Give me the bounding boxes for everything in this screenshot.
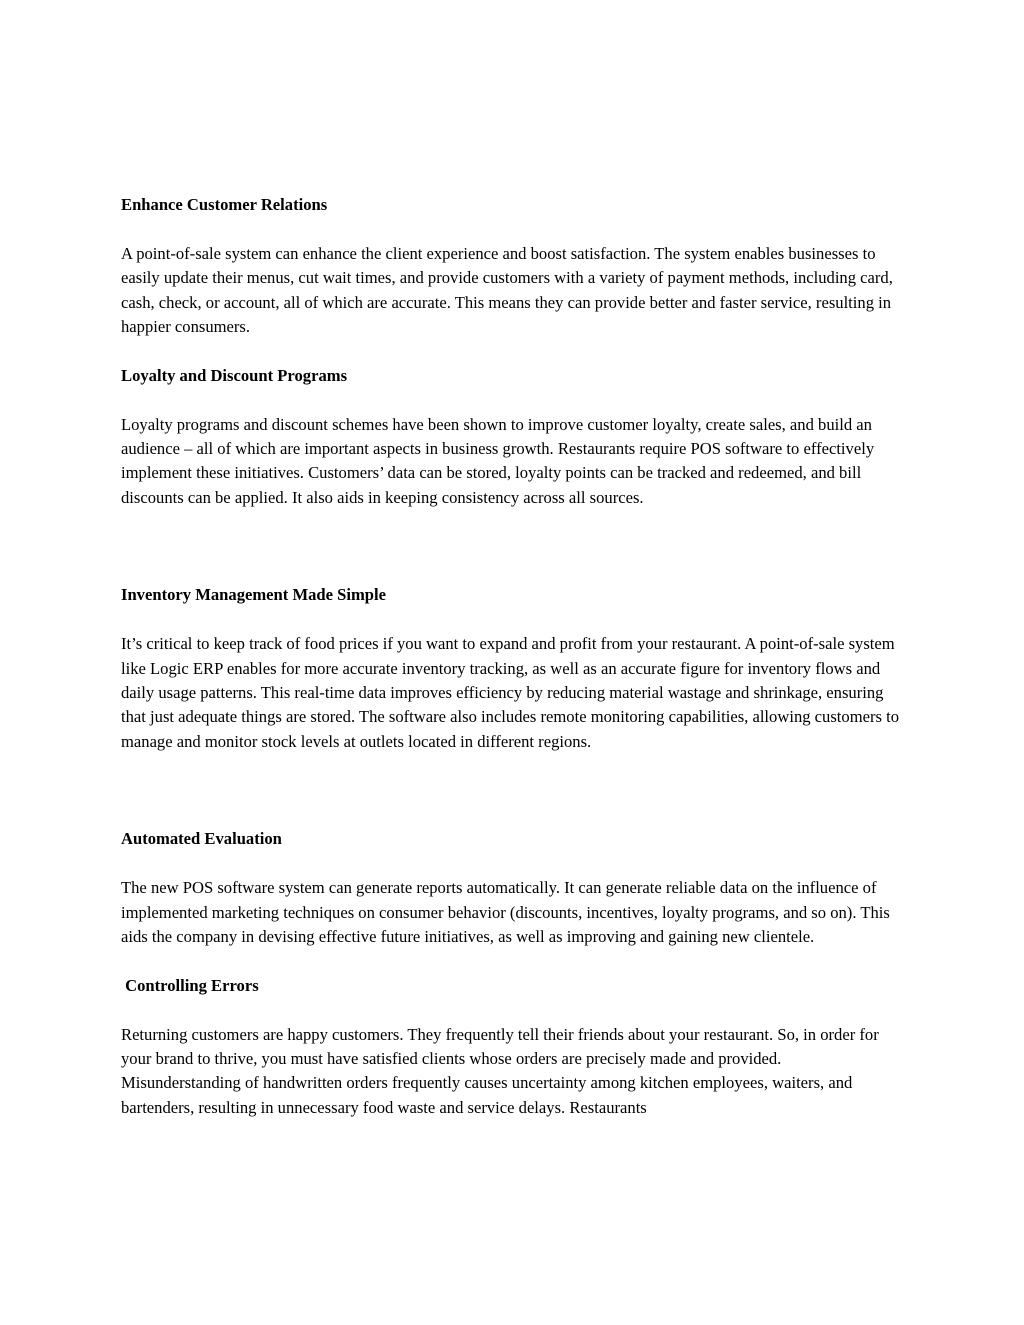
section-heading-customer-relations: Enhance Customer Relations xyxy=(121,195,328,214)
section-heading-loyalty: Loyalty and Discount Programs xyxy=(121,365,348,385)
section-body-automated-evaluation: The new POS software system can generate reports automatically. It can generate reliable data on the influence of implemented marketing techniques on consumer behavior (discounts, incentives, loyalty programs, and so on). This aids the company in devising effective future initiatives, as well as improving and gaining new clientele. xyxy=(121,878,890,947)
section-heading-inventory: Inventory Management Made Simple xyxy=(121,585,387,605)
spacer xyxy=(121,388,901,412)
spacer xyxy=(121,217,901,241)
spacer xyxy=(121,339,901,363)
spacer xyxy=(121,852,901,876)
spacer xyxy=(121,998,901,1022)
section-body-loyalty: Loyalty programs and discount schemes have been shown to improve customer loyalty, create sales, and build an audience – all of which are important aspects in business growth. Restaurants require POS software to effectively implement these initiatives. Customers’ data can be stored, loyalty points can be tracked and redeemed, and bill discounts can be applied. It also aids in keeping consistency across all sources. xyxy=(121,414,875,507)
spacer xyxy=(121,949,901,973)
spacer xyxy=(121,510,901,583)
spacer xyxy=(121,608,901,632)
spacer xyxy=(121,754,901,827)
section-body-customer-relations: A point-of-sale system can enhance the client experience and boost satisfaction. The system enables businesses to easily update their menus, cut wait times, and provide customers with a variety of payment methods, including card, cash, check, or account, all of which are accurate. This means they can provide better and faster service, resulting in happier consumers. xyxy=(121,243,893,337)
section-body-inventory: It’s critical to keep track of food prices if you want to expand and profit from your restaurant. A point-of-sale system like Logic ERP enables for more accurate inventory tracking, as well as an accurate figure for inventory flows and daily usage patterns. This real-time data improves efficiency by reducing material wastage and shrinkage, ensuring that just adequate things are stored. The software also includes remote monitoring capabilities, allowing customers to manage and monitor stock levels at outlets located in different regions. xyxy=(121,634,900,751)
section-body-controlling-errors: Returning customers are happy customers. They frequently tell their friends about your restaurant. So, in order for your brand to thrive, you must have satisfied clients whose orders are precisely made and provided. Misunderstanding of handwritten orders frequently causes uncertainty among kitchen employees, waiters, and bartenders, resulting in unnecessary food waste and service delays. Restaurants xyxy=(121,1024,879,1117)
section-heading-automated-evaluation: Automated Evaluation xyxy=(121,829,282,849)
section-heading-controlling-errors: Controlling Errors xyxy=(121,975,259,995)
document-page xyxy=(121,193,901,1120)
